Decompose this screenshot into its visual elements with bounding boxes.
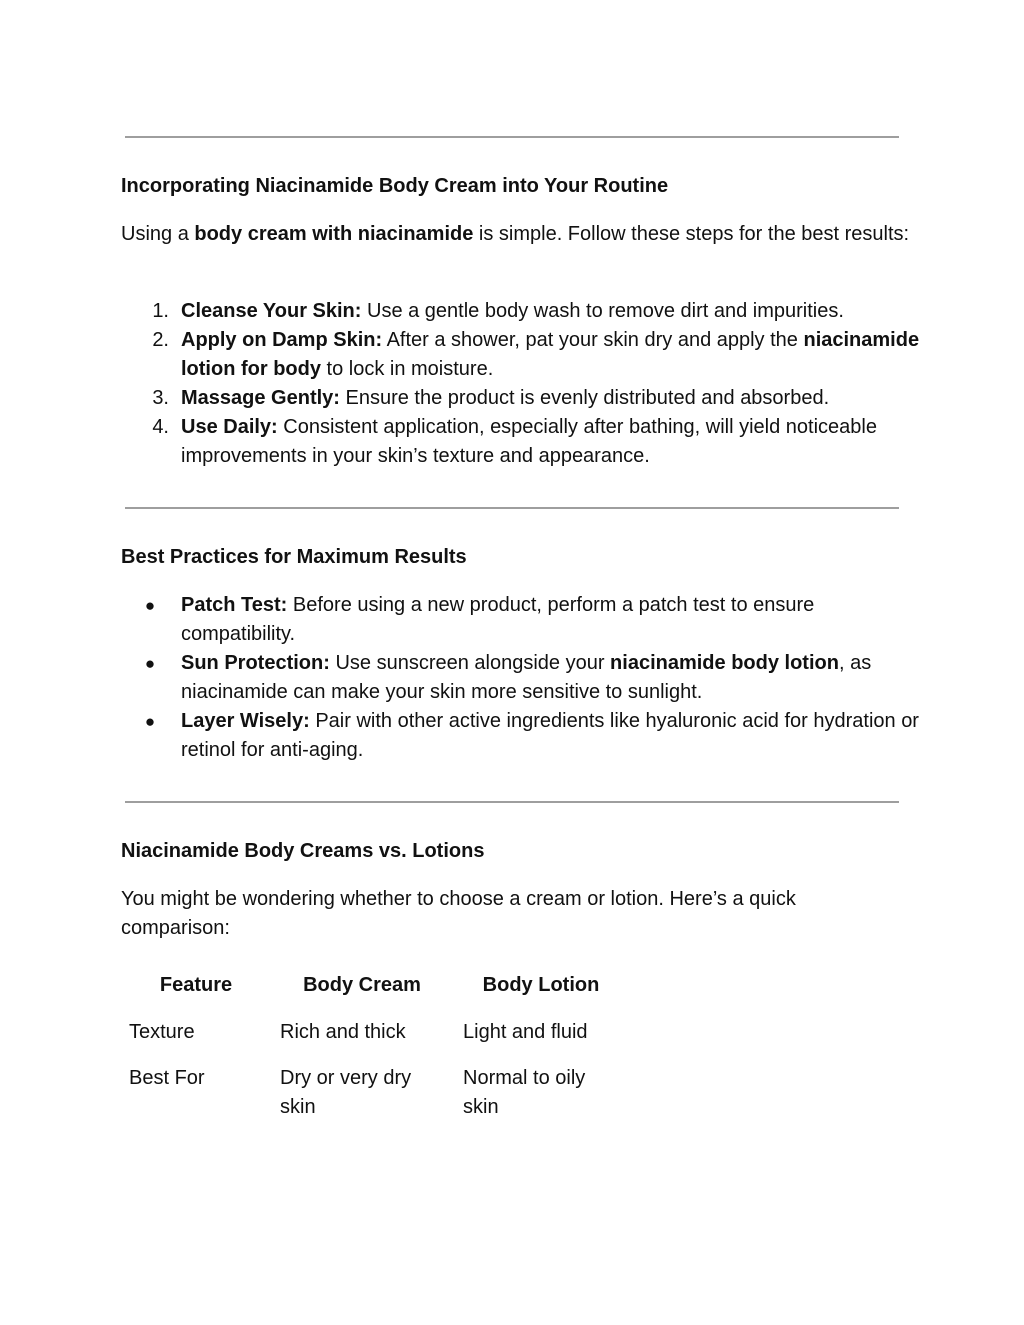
step-text: Consistent application, especially after bathing, will yield noticeable improvements in your skin’s texture and appearance. [181, 416, 877, 467]
list-number: 3. [152, 387, 169, 409]
list-item [121, 413, 921, 471]
section-heading-routine: Incorporating Niacinamide Body Cream into Your Routine [121, 175, 669, 197]
list-item [121, 326, 921, 384]
list-item [121, 707, 921, 765]
step-keyword: niacinamide lotion for body [181, 329, 920, 380]
list-item [121, 384, 921, 413]
practice-text: Pair with other active ingredients like hyaluronic acid for hydration or retinol for anti-aging. [181, 710, 919, 761]
best-practices-list [121, 591, 921, 765]
list-number: 2. [152, 329, 169, 351]
table-cell: Texture [129, 1021, 195, 1043]
routine-steps-list [121, 297, 921, 471]
divider [125, 507, 899, 509]
practice-text: Use sunscreen alongside your [329, 652, 611, 674]
practice-text: , as niacinamide can make your skin more sensitive to sunlight. [181, 652, 872, 703]
step-title: Use Daily: [181, 416, 278, 438]
list-item [121, 649, 921, 707]
divider [125, 136, 899, 138]
practice-title: Layer Wisely: [181, 710, 310, 732]
table-cell: Light and fluid [463, 1021, 588, 1043]
list-item [121, 591, 921, 649]
table-cell: Normal to oily skin [463, 1067, 586, 1118]
comparison-intro: You might be wondering whether to choose a cream or lotion. Here’s a quick comparison: [121, 888, 796, 939]
table-header-feature: Feature [159, 974, 233, 996]
practice-title: Sun Protection: [181, 652, 330, 674]
intro-text: is simple. Follow these steps for the best results: [473, 223, 910, 245]
bullet-icon: ● [144, 596, 156, 615]
practice-title: Patch Test: [181, 594, 288, 616]
table-cell: Best For [129, 1067, 205, 1089]
step-title: Massage Gently: [181, 387, 340, 409]
table-cell: Dry or very dry skin [280, 1067, 412, 1118]
step-text: Use a gentle body wash to remove dirt and impurities. [361, 300, 844, 322]
list-number: 4. [152, 416, 169, 438]
step-title: Apply on Damp Skin: [181, 329, 383, 351]
practice-keyword: niacinamide body lotion [610, 652, 839, 674]
intro-text: Using a [121, 223, 195, 245]
routine-intro [121, 220, 911, 249]
table-cell: Rich and thick [280, 1021, 406, 1043]
bullet-icon: ● [144, 654, 156, 673]
divider [125, 801, 899, 803]
step-text: to lock in moisture. [320, 358, 494, 380]
section-heading-best-practices: Best Practices for Maximum Results [121, 546, 467, 568]
step-text: Ensure the product is evenly distributed and absorbed. [339, 387, 830, 409]
list-item [121, 297, 921, 326]
intro-bold: body cream with niacinamide [194, 223, 474, 245]
table-header-body-cream: Body Cream [303, 974, 421, 996]
list-number: 1. [152, 300, 169, 322]
section-heading-comparison: Niacinamide Body Creams vs. Lotions [121, 840, 485, 862]
step-text: After a shower, pat your skin dry and apply the [382, 329, 804, 351]
practice-text: Before using a new product, perform a patch test to ensure compatibility. [181, 594, 815, 645]
bullet-icon: ● [144, 712, 156, 731]
step-title: Cleanse Your Skin: [181, 300, 362, 322]
table-header-body-lotion: Body Lotion [482, 974, 600, 996]
